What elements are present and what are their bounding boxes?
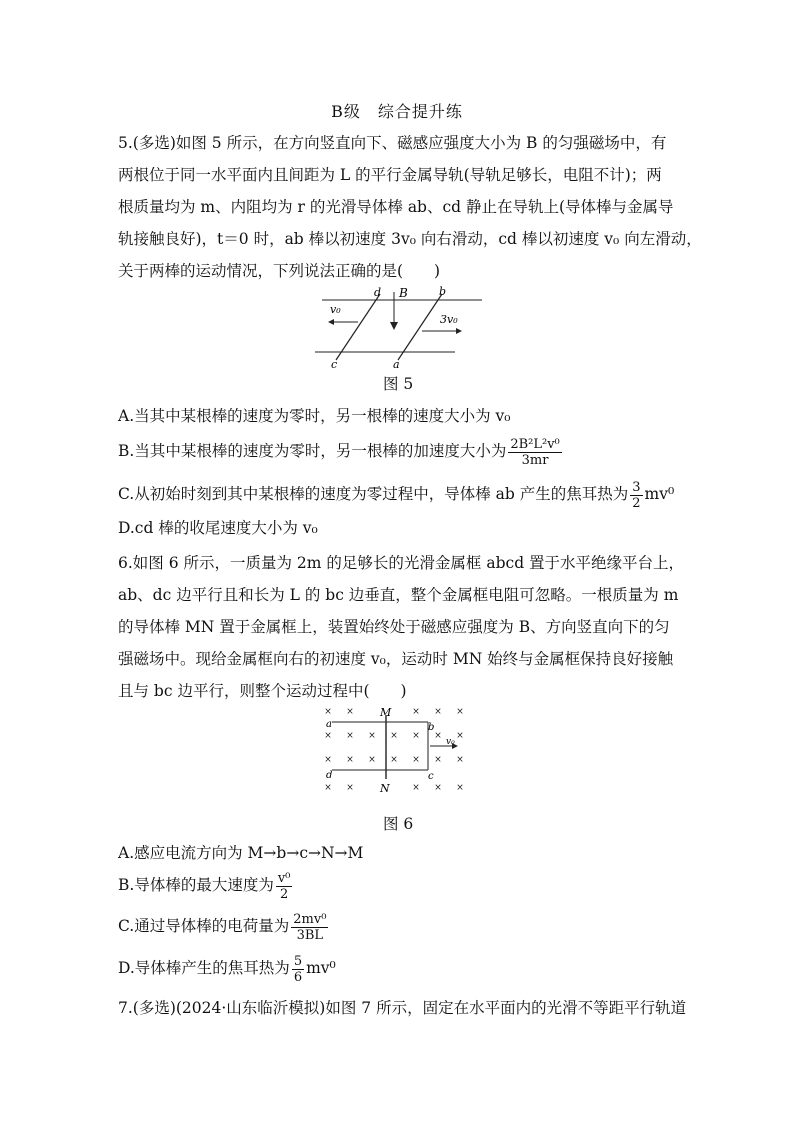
q6-option-d-suffix: mv⁰: [306, 959, 336, 977]
label-b: b: [428, 722, 435, 733]
velocity-arrowhead-ab: [456, 328, 462, 334]
field-cross-mark: ×: [456, 731, 464, 741]
q5-option-d: D.cd 棒的收尾速度大小为 v₀: [118, 519, 318, 537]
label-v0: v₀: [446, 737, 455, 747]
q6-line-3: 的导体棒 MN 置于金属框上，装置始终处于磁感应强度为 B、方向竖直向下的匀: [118, 618, 670, 636]
q5-option-b: [118, 432, 564, 470]
label-v0: v₀: [330, 303, 341, 316]
label-c: c: [331, 358, 338, 371]
q6-option-c-text: C.通过导体棒的电荷量为: [118, 917, 290, 935]
field-cross-mark: ×: [346, 731, 354, 741]
q5-line-1: 5.(多选)如图 5 所示，在方向竖直向下、磁感应强度大小为 B 的匀强磁场中，有: [118, 134, 667, 152]
field-cross-mark: ×: [456, 707, 464, 717]
label-n: N: [380, 782, 390, 795]
figure-5-caption: 图 5: [383, 375, 414, 393]
field-cross-mark: ×: [412, 755, 420, 765]
field-cross-mark: ×: [412, 783, 420, 793]
label-d: d: [326, 770, 333, 781]
fraction-denominator: 2: [632, 495, 641, 511]
field-cross-mark: ×: [434, 707, 442, 717]
label-a: a: [326, 719, 332, 730]
q6-option-b: [118, 866, 294, 904]
fraction-denominator: 6: [293, 969, 303, 985]
q5-line-5: 关于两棒的运动情况，下列说法正确的是( ): [118, 262, 441, 280]
field-cross-mark: ×: [346, 755, 354, 765]
fraction-numerator: 2mv⁰: [293, 911, 327, 927]
q5-option-c-text: C.从初始时刻到其中某根棒的速度为零过程中，导体棒 ab 产生的焦耳热为: [118, 485, 629, 503]
q6-option-b-text: B.导体棒的最大速度为: [118, 876, 274, 894]
field-cross-mark: ×: [368, 731, 376, 741]
field-cross-mark: ×: [324, 731, 332, 741]
label-b-field: B: [399, 286, 408, 300]
label-m: M: [380, 706, 392, 719]
rod-ab: [398, 294, 442, 360]
fraction-numerator: 3: [632, 479, 641, 495]
field-cross-mark: ×: [368, 755, 376, 765]
field-cross-mark: ×: [390, 755, 398, 765]
q5-option-b-fraction: [508, 437, 561, 468]
fraction-numerator: v⁰: [277, 870, 291, 886]
q6-option-d-fraction: [292, 954, 304, 985]
field-cross-mark: ×: [434, 755, 442, 765]
q5-option-a: A.当其中某根棒的速度为零时，另一根棒的速度大小为 v₀: [118, 407, 511, 425]
q6-option-a: A.感应电流方向为 M→b→c→N→M: [118, 844, 364, 862]
label-c: c: [428, 771, 434, 782]
q6-option-c-fraction: [291, 912, 328, 943]
q5-option-c-suffix: mv⁰: [644, 485, 675, 503]
q5-line-3: 根质量均为 m、内阻均为 r 的光滑导体棒 ab、cd 静止在导轨上(导体棒与金属导: [118, 198, 674, 216]
q6-option-d: [118, 949, 336, 987]
field-cross-mark: ×: [346, 707, 354, 717]
magnetic-field-crosses: [324, 707, 464, 793]
q6-line-4: 强磁场中。现给金属框向右的初速度 v₀，运动时 MN 始终与金属框保持良好接触: [118, 650, 674, 668]
q5-option-c: [118, 475, 674, 513]
label-a: a: [393, 358, 400, 371]
q5-line-4: 轨接触良好)，t＝0 时，ab 棒以初速度 3v₀ 向右滑动，cd 棒以初速度 v₀ 向左滑动，: [118, 230, 702, 248]
fraction-denominator: 3BL: [296, 927, 324, 943]
field-cross-mark: ×: [434, 783, 442, 793]
label-d: d: [374, 286, 382, 299]
q6-line-5: 且与 bc 边平行，则整个运动过程中( ): [118, 682, 407, 700]
q5-line-2: 两根位于同一水平面内且间距为 L 的平行金属导轨(导轨足够长，电阻不计)；两: [118, 166, 662, 184]
rod-cd: [336, 294, 380, 360]
q6-option-d-text: D.导体棒产生的焦耳热为: [118, 959, 290, 977]
field-cross-mark: ×: [324, 755, 332, 765]
field-cross-mark: ×: [324, 783, 332, 793]
figure-6-caption: 图 6: [383, 815, 414, 833]
field-cross-mark: ×: [324, 707, 332, 717]
field-cross-mark: ×: [412, 731, 420, 741]
fraction-denominator: 3mr: [521, 452, 549, 468]
q6-option-c: [118, 907, 330, 945]
label-3v0: 3v₀: [440, 313, 458, 326]
label-b: b: [439, 285, 447, 298]
q6-line-1: 6.如图 6 所示，一质量为 2m 的足够长的光滑金属框 abcd 置于水平绝缘平台上，: [118, 554, 685, 572]
fraction-numerator: 5: [293, 953, 303, 969]
velocity-arrowhead-cd: [328, 319, 334, 325]
figure-6: [318, 702, 478, 798]
q7-line-1: 7.(多选)(2024·山东临沂模拟)如图 7 所示，固定在水平面内的光滑不等距平行轨道: [118, 999, 687, 1017]
figure-5: [310, 282, 490, 372]
field-cross-mark: ×: [412, 707, 420, 717]
q5-option-c-fraction: [630, 480, 642, 511]
fraction-numerator: 2B²L²v⁰: [510, 436, 560, 452]
q6-option-b-fraction: [276, 871, 293, 902]
field-arrowhead: [390, 322, 398, 330]
q6-line-2: ab、dc 边平行且和长为 L 的 bc 边垂直，整个金属框电阻可忽略。一根质量为 m: [118, 586, 679, 604]
field-cross-mark: ×: [346, 783, 354, 793]
q5-option-b-text: B.当其中某根棒的速度为零时，另一根棒的加速度大小为: [118, 442, 507, 460]
field-cross-mark: ×: [434, 731, 442, 741]
field-cross-mark: ×: [390, 731, 398, 741]
field-cross-mark: ×: [456, 783, 464, 793]
field-cross-mark: ×: [456, 755, 464, 765]
section-title: B级 综合提升练: [331, 102, 463, 121]
fraction-denominator: 2: [279, 886, 289, 902]
